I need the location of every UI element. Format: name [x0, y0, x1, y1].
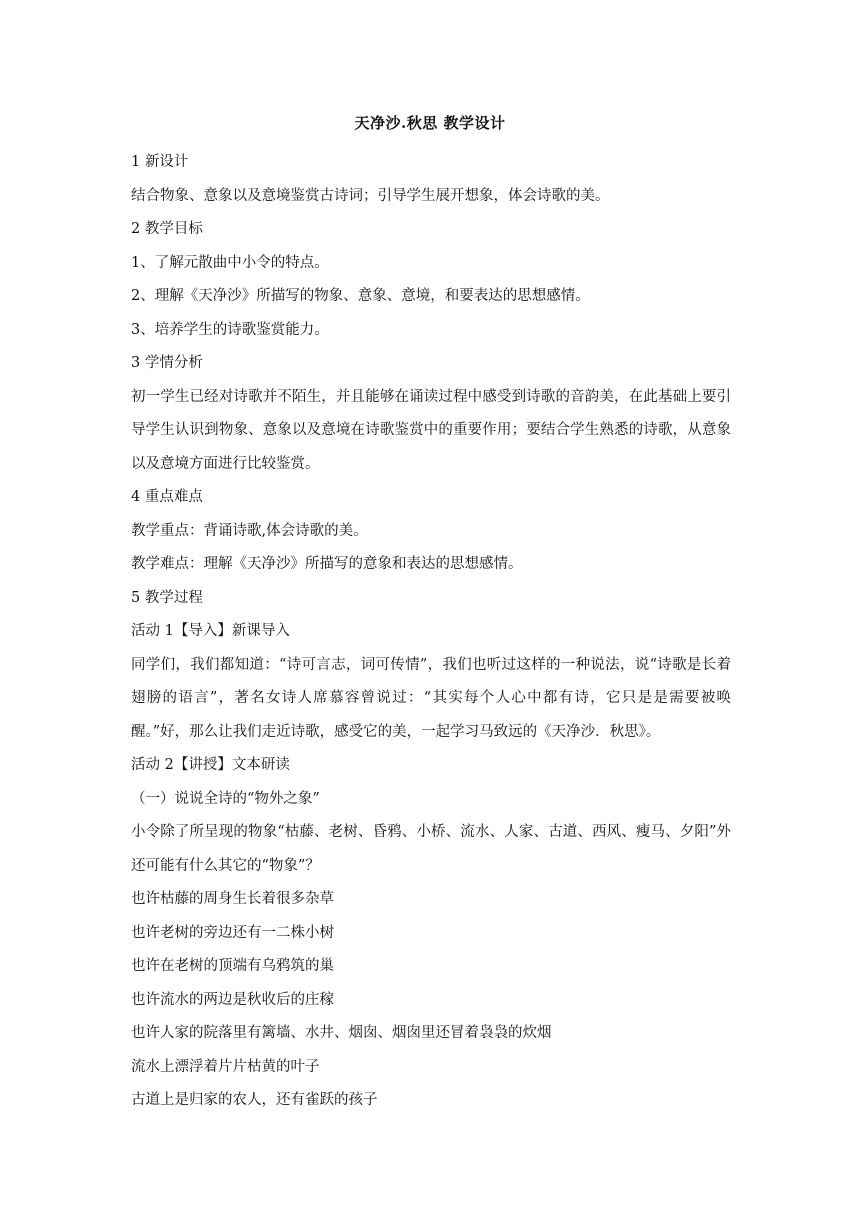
list-item: 古道上是归家的农人，还有雀跃的孩子 [131, 1092, 378, 1108]
paragraph: 教学重点：背诵诗歌,体会诗歌的美。 [131, 522, 368, 539]
list-item: 也许在老树的顶端有乌鸦筑的巢 [131, 958, 334, 974]
subsection-heading: （一）说说全诗的“物外之象” [131, 790, 320, 807]
paragraph: 教学难点：理解《天净沙》所描写的意象和表达的思想感情。 [131, 556, 523, 572]
document-title: 天净沙.秋思 教学设计 [354, 114, 506, 132]
list-item: 也许老树的旁边还有一二株小树 [131, 924, 334, 941]
activity-heading: 活动 2【讲授】文本研读 [131, 757, 290, 773]
paragraph: 初一学生已经对诗歌并不陌生，并且能够在诵读过程中感受到诗歌的音韵美，在此基础上要引导学生认识到物象、意象以及意境在诗歌鉴赏中的重要作用；要结合学生熟悉的诗歌，从意象以及意境方面进行比较鉴赏。 [131, 388, 731, 472]
list-item: 流水上漂浮着片片枯黄的叶子 [131, 1058, 320, 1075]
section-heading-student-analysis: 3 学情分析 [131, 355, 203, 371]
list-item: 3、培养学生的诗歌鉴赏能力。 [131, 321, 329, 338]
paragraph: 结合物象、意象以及意境鉴赏古诗词；引导学生展开想象，体会诗歌的美。 [131, 187, 610, 204]
list-item: 也许流水的两边是秋收后的庄稼 [131, 991, 334, 1008]
paragraph: 小令除了所呈现的物象“枯藤、老树、昏鸦、小桥、流水、人家、古道、西风、瘦马、夕阳”外还可能有什么其它的“物象”？ [131, 824, 731, 874]
list-item: 1、了解元散曲中小令的特点。 [131, 254, 329, 271]
paragraph: 同学们，我们都知道：“诗可言志，词可传情”，我们也听过这样的一种说法，说“诗歌是长着翅膀的语言”，著名女诗人席慕容曾说过：“其实每个人心中都有诗，它只是是需要被唤醒。”好，那么让我们走近诗歌，感受它的美，一起学习马致远的《天净沙．秋思》。 [131, 656, 731, 740]
section-heading-teaching-process: 5 教学过程 [131, 589, 203, 606]
section-heading-new-design: 1 新设计 [131, 154, 189, 170]
section-heading-key-points: 4 重点难点 [131, 489, 203, 505]
activity-heading: 活动 1【导入】新课导入 [131, 623, 290, 639]
section-heading-teaching-goals: 2 教学目标 [131, 221, 203, 237]
list-item: 2、理解《天净沙》所描写的物象、意象、意境，和要表达的思想感情。 [131, 288, 590, 304]
list-item: 也许人家的院落里有篱墙、水井、烟囱、烟囱里还冒着袅袅的炊烟 [131, 1025, 552, 1041]
document-body [131, 146, 731, 1118]
list-item: 也许枯藤的周身生长着很多杂草 [131, 891, 334, 907]
